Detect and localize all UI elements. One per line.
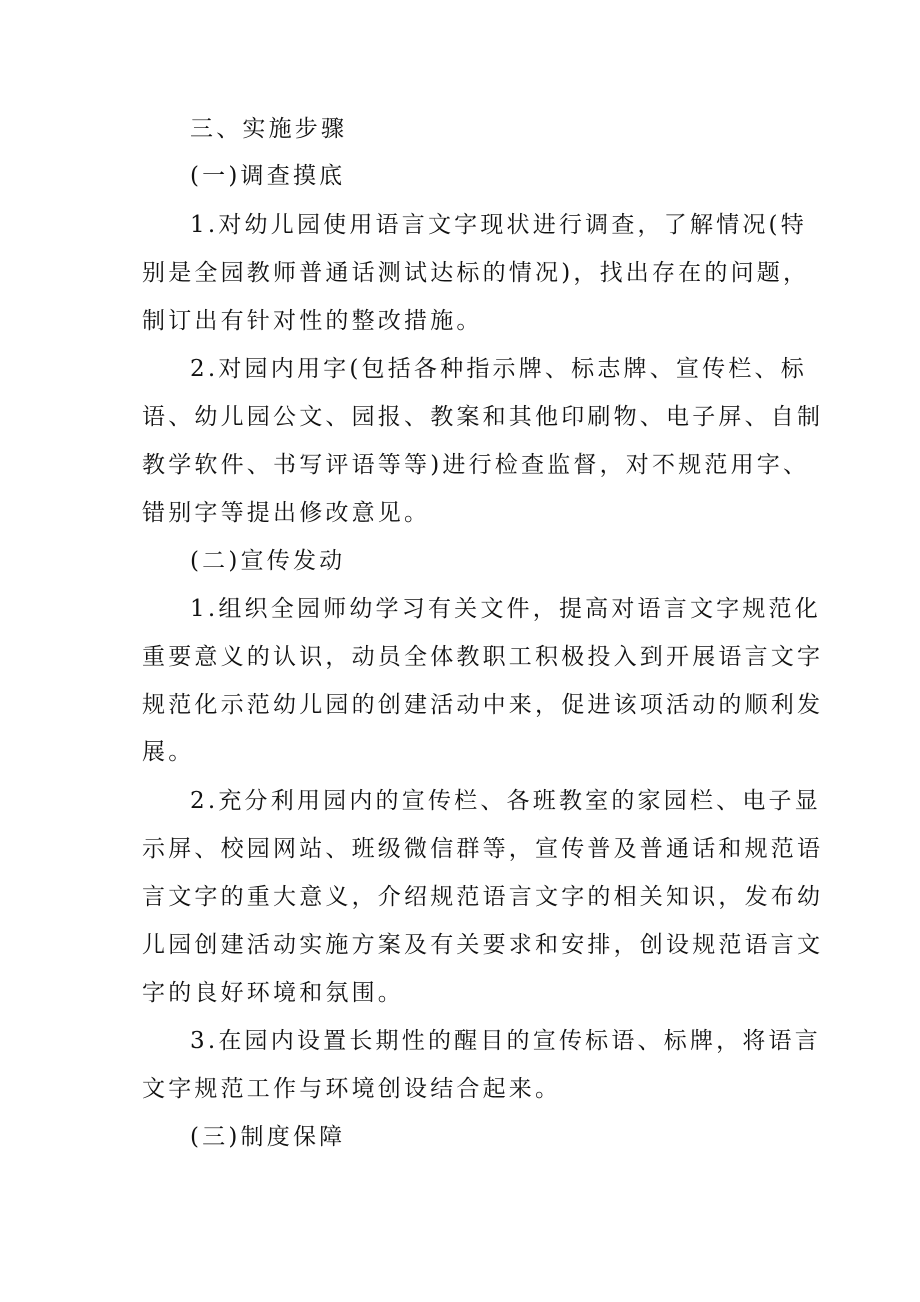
subsection-title-1: (一)调查摸底 bbox=[190, 163, 346, 189]
paragraph-line: 规范化示范幼儿园的创建活动中来，促进该项活动的顺利发 bbox=[142, 692, 824, 718]
subsection-title-3: (三)制度保障 bbox=[190, 1124, 346, 1150]
paragraph-line: 2.对园内用字(包括各种指示牌、标志牌、宣传栏、标 bbox=[190, 356, 807, 382]
subsection-title-2: (二)宣传发动 bbox=[190, 548, 346, 574]
paragraph-line: 重要意义的认识，动员全体教职工积极投入到开展语言文字 bbox=[142, 644, 824, 670]
paragraph-line: 字的良好环境和氛围。 bbox=[142, 980, 404, 1006]
paragraph-line: 制订出有针对性的整改措施。 bbox=[142, 308, 483, 334]
paragraph-line: 展。 bbox=[142, 739, 195, 765]
paragraph-line: 1.组织全园师幼学习有关文件，提高对语言文字规范化 bbox=[190, 596, 821, 622]
paragraph-line: 示屏、校园网站、班级微信群等，宣传普及普通话和规范语 bbox=[142, 836, 824, 862]
paragraph-line: 别是全园教师普通话测试达标的情况)，找出存在的问题， bbox=[142, 260, 810, 286]
section-heading: 三、实施步骤 bbox=[190, 116, 348, 142]
paragraph-line: 2.充分利用园内的宣传栏、各班教室的家园栏、电子显 bbox=[190, 788, 821, 814]
paragraph-line: 语、幼儿园公文、园报、教案和其他印刷物、电子屏、自制 bbox=[142, 404, 824, 430]
paragraph-line: 3.在园内设置长期性的醒目的宣传标语、标牌，将语言 bbox=[190, 1028, 821, 1054]
paragraph-line: 言文字的重大意义，介绍规范语言文字的相关知识，发布幼 bbox=[142, 884, 824, 910]
paragraph-line: 文字规范工作与环境创设结合起来。 bbox=[142, 1076, 562, 1102]
paragraph-line: 儿园创建活动实施方案及有关要求和安排，创设规范语言文 bbox=[142, 932, 824, 958]
paragraph-line: 教学软件、书写评语等等)进行检查监督，对不规范用字、 bbox=[142, 452, 810, 478]
paragraph-line: 1.对幼儿园使用语言文字现状进行调查，了解情况(特 bbox=[190, 212, 807, 238]
paragraph-line: 错别字等提出修改意见。 bbox=[142, 500, 431, 526]
